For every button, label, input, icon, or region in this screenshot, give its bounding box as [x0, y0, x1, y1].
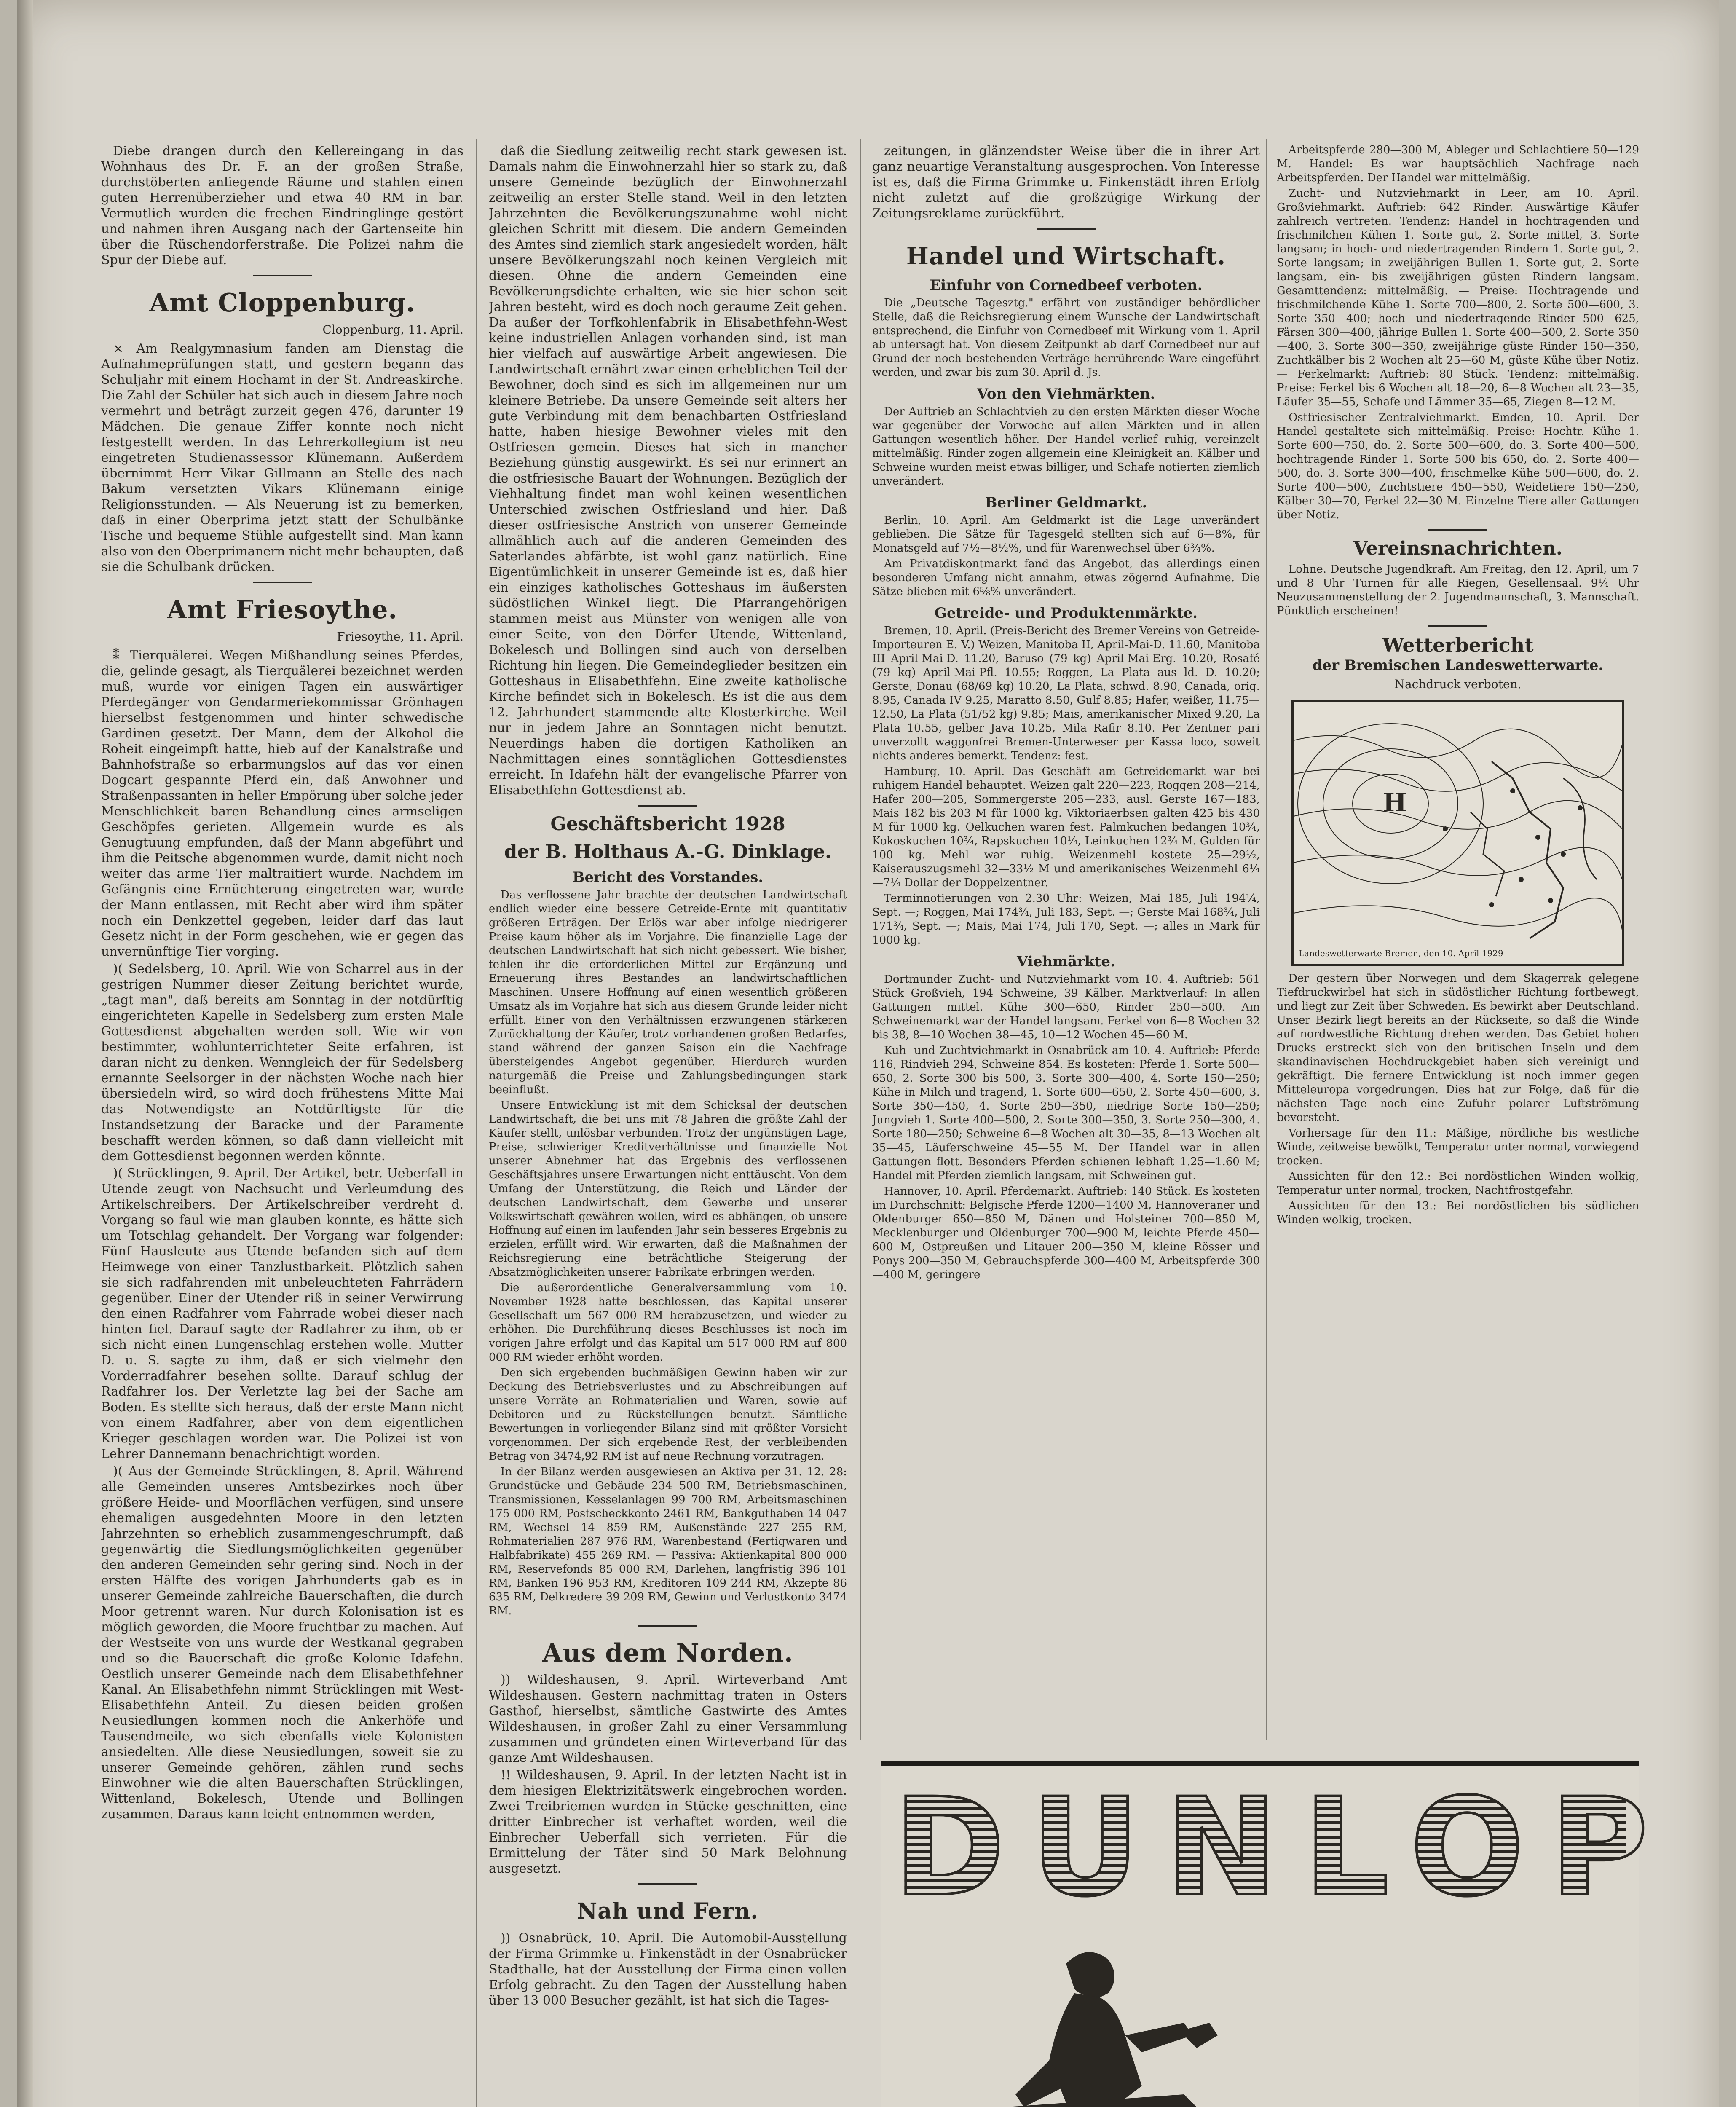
article-text: ⁑ Tierquälerei. Wegen Mißhandlung seines Pferdes, die, gelinde gesagt, als Tierquälerei bezeichnet werden muß, wurde vor einigen Tagen ein auswärtiger Pferdegänger von Gendarmeriekommissar Grönhagen hierselbst festgenommen und hinter schwedische Gardinen gesetzt. Der Mann, dem der Alkohol die Roheit eingeimpft hatte, hieb auf der Kanalstraße und Bahnhofstraße so erbarmungslos auf das vor einen Dogcart gespannte Pferd ein, daß Anwohner und Straßenpassanten in heller Empörung über solche jeder Menschlichkeit baren Behandlung eines armseligen Geschöpfes gerieten. Allgemein wurde es als Genugtuung empfunden, daß der Mann abgeführt und ihm die Peitsche abgenommen wurde, damit nicht noch weiter das arme Tier maltraitiert wurde. Nachdem im Gefängnis eine Ernüchterung eingetreten war, wurde der Mann entlassen, mit Recht aber wird ihm später noch ein Denkzettel gegeben, leider darf das laut Gesetz nicht in der Form geschehen, wie er gegen das unvernünftige Tier vorging.	[101, 648, 463, 959]
article-text: × Am Realgymnasium fanden am Dienstag die Aufnahmeprüfungen statt, und gestern begann das Schuljahr mit einem Hochamt in der St. Andreaskirche. Die Zahl der Schüler hat sich auch in diesem Jahre noch vermehrt und beträgt zurzeit gegen 476, darunter 19 Mädchen. Die genaue Ziffer konnte noch nicht festgestellt werden. In das Lehrerkollegium ist neu eingetreten Studienassessor Klünemann. Außerdem übernimmt Herr Vikar Gillmann an Stelle des nach Bakum versetzten Vikars Klünemann einige Religionsstunden. — Als Neuerung ist zu bemerken, daß in einer Oberprima jetzt statt der Schulbänke Tische und bequeme Stühle aufgestellt sind. Man kann also von den Oberprimanern nicht mehr behaupten, daß sie die Schulbank drücken.	[101, 341, 463, 574]
column-2	[489, 143, 847, 2107]
article-text: Den sich ergebenden buchmäßigen Gewinn haben wir zur Deckung des Betriebsverlustes und zu Abschreibungen auf unsere Vorräte an Rohmaterialien und Waren, sowie auf Debitoren und zu Rückstellungen benutzt. Sämtliche Bewertungen in vorliegender Bilanz sind mit größter Vorsicht vorgenommen. Der sich ergebende Rest, der verbleibenden Betrag von 3474,92 RM ist auf neue Rechnung vorzutragen.	[489, 1367, 847, 1463]
weather-subheading: der Bremischen Landeswetterwarte.	[1312, 657, 1604, 674]
dateline: Friesoythe, 11. April.	[337, 630, 463, 643]
report-heading-company: der B. Holthaus A.-G. Dinklage.	[504, 841, 832, 863]
article-text: !! Wildeshausen, 9. April. In der letzten Nacht ist in dem hiesigen Elektrizitätswerk eingebrochen worden. Zwei Treibriemen wurden in Stücke geschnitten, eine dritter Einbrecher ist verhaftet worden, weil die Einbrecher Ueberfall sich verrieten. Für die Ermittelung der Täter sind 50 Mark Belohnung ausgesetzt.	[489, 1768, 847, 1876]
article-text: Arbeitspferde 280—300 M, Ableger und Schlachtiere 50—129 M. Handel: Es war hauptsächlich Nachfrage nach Arbeitspferden. Der Handel war mittelmäßig.	[1277, 144, 1639, 184]
article-text: Berlin, 10. April. Am Geldmarkt ist die Lage unverändert geblieben. Die Sätze für Tagesgeld stellten sich auf 6—8%, für Monatsgeld auf 7½—8½%, und für Warenwechsel über 6¾%.	[872, 514, 1260, 555]
article-text: Die außerordentliche Generalversammlung vom 10. November 1928 hatte beschlossen, das Kapital unserer Gesellschaft um 567 000 RM herabzusetzen, und wieder zu erhöhen. Die Durchführung dieses Beschlusses ist noch im vorigen Jahre erfolgt und das Kapital um 517 000 RM auf 800 000 RM wieder erhöht worden.	[489, 1281, 847, 1364]
divider	[638, 1883, 697, 1885]
map-caption: Landeswetterwarte Bremen, den 10. April 1929	[1299, 948, 1503, 958]
divider	[253, 582, 312, 583]
dateline: Cloppenburg, 11. April.	[322, 323, 463, 337]
section-heading-handel: Handel und Wirtschaft.	[906, 242, 1226, 270]
subheading: Berliner Geldmarkt.	[985, 494, 1147, 511]
article-text: Hannover, 10. April. Pferdemarkt. Auftrieb: 140 Stück. Es kosteten im Durchschnitt: Belgische Pferde 1200—1400 M, Hannoveraner und Oldenburger 650—850 M, Dänen und Holsteiner 700—850 M, Mecklenburger und Oldenburger 700—900 M, leichte Pferde 450—600 M, Ostpreußen und Litauer 200—350 M, kleine Rösser und Ponys 200—350 M, Gebrauchspferde 300—400 M, Arbeitspferde 300—400 M, geringere	[872, 1185, 1260, 1281]
weather-outlook: Aussichten für den 13.: Bei nordöstlichen bis südlichen Winden wolkig, trocken.	[1277, 1200, 1639, 1226]
reprint-note: Nachdruck verboten.	[1394, 677, 1522, 691]
subheading: Getreide- und Produktenmärkte.	[934, 605, 1198, 622]
article-text: Zucht- und Nutzviehmarkt in Leer, am 10. April. Großviehmarkt. Auftrieb: 642 Rinder. Auswärtige Käufer zahlreich vertreten. Tendenz: Handel in hochtragenden und frischmilchen Kühen 1. Sorte gut, 2. Sorte mittel, 3. Sorte langsam; in hoch- und niedertragenden Rindern 1. Sorte gut, 2. Sorte langsam; in zweijährigen Bullen 1. Sorte gut, 2. Sorte langsam, ein- bis zweijährigen güsten Rindern langsam. Gesamttendenz: mittelmäßig. — Preise: Hochtragende und frischmilchende Kühe 1. Sorte 700—800, 2. Sorte 500—600, 3. Sorte 350—400; hoch- und niedertragende Rinder 500—625, Färsen 300—400, jährige Bullen 1. Sorte 400—500, 2. Sorte 350—400, 3. Sorte 300—350, zweijährige güste Rinder 150—350, Zuchtkälber bis 2 Wochen alt 25—60 M, güste Kühe über Notiz. — Ferkelmarkt: Auftrieb: 80 Stück. Tendenz: mittelmäßig. Preise: Ferkel bis 6 Wochen alt 18—20, 6—8 Wochen alt 23—35, Läufer 35—55, Schafe und Lämmer 35—65, Ziegen 8—12 M.	[1277, 187, 1639, 408]
column-4	[1277, 143, 1639, 1669]
section-heading-cloppenburg: Amt Cloppenburg.	[149, 288, 415, 318]
section-heading-norden: Aus dem Norden.	[542, 1638, 793, 1668]
article-text: Kuh- und Zuchtviehmarkt in Osnabrück am 10. 4. Auftrieb: Pferde 116, Rindvieh 294, Schweine 854. Es kosteten: Pferde 1. Sorte 500—650, 2. Sorte 300 bis 500, 3. Sorte 300—400, 4. Sorte 150—250; Kühe in Milch und tragend, 1. Sorte 600—650, 2. Sorte 450—600, 3. Sorte 350—450, 4. Sorte 250—350, niedrige Sorte 150—250; Jungvieh 1. Sorte 400—500, 2. Sorte 300—350, 3. Sorte 250—300, 4. Sorte 180—250; Schweine 6—8 Wochen alt 30—35, 8—13 Wochen alt 35—45, Läuferschweine 45—55 M. Der Handel war in allen Gattungen flott. Besonders Pferden schienen lebhaft 1.25—1.60 M; Handel mit Pferden ziemlich langsam, mit Schweinen gut.	[872, 1044, 1260, 1182]
dunlop-logo: DUNLOP	[893, 1769, 1674, 1926]
weather-map	[1291, 700, 1624, 966]
divider	[253, 275, 312, 276]
weather-text: Der gestern über Norwegen und dem Skagerrak gelegene Tiefdruckwirbel hat sich in südöstlicher Richtung fortbewegt, und liegt zur Zeit über Schweden. Es bewirkt aber Deutschland. Unser Bezirk liegt bereits an der Rückseite, so daß die Winde auf nordwestliche Richtung drehen werden. Das Gebiet hohen Drucks erstreckt sich von den britischen Inseln und dem skandinavischen Hochdruckgebiet haben sich vereinigt und gekräftigt. Die fernere Entwicklung ist noch immer gegen Mitteleuropa vorgedrungen. Dies hat zur Folge, daß für die nächsten Tage noch eine Zufuhr polarer Luftströmung bevorsteht.	[1277, 972, 1639, 1124]
column-rule-1	[476, 139, 477, 2107]
article-text: Dortmunder Zucht- und Nutzviehmarkt vom 10. 4. Auftrieb: 561 Stück Großvieh, 194 Schweine, 39 Kälber. Marktverlauf: In allen Gattungen mittel. Kühe 300—650, Rinder 250—500. Am Schweinemarkt war der Handel langsam. Ferkel von 6—8 Wochen 32 bis 38, 8—10 Wochen 38—45, 10—12 Wochen 45—60 M.	[872, 973, 1260, 1041]
newspaper-page	[17, 0, 1719, 2107]
article-text: )( Strücklingen, 9. April. Der Artikel, betr. Ueberfall in Utende zeugt von Nachsucht und Verleumdung des Artikelschreibers. Der Artikelschreiber verdreht d. Vorgang so faul wie man glauben konnte, es hätte sich um Totschlag gehandelt. Der Vorgang war folgender: Fünf Hausleute aus Utende befanden sich auf dem Heimwege von einer Tanzlustbarkeit. Plötzlich sahen sie sich radfahrenden mit unbeleuchteten Fahrrädern gegenüber. Einer der Utender riß in seiner Verwirrung den einen Radfahrer vom Fahrrade wobei dieser nach hinten fiel. Darauf sagte der Radfahrer zu ihm, ob er sich nicht einen Lungenschlag erstehen wolle. Mutter D. u. S. sagte zu ihm, daß er sich vielmehr den Vorderradfahrer besehen sollte. Darauf schlug der Radfahrer los. Der Verletzte lag bei der Sache am Boden. Es stellte sich heraus, daß der erste Mann nicht von einem Radfahrer, aber von dem eigentlichen Krieger geschlagen worden war. Die Polizei ist von Lehrer Dannemann benachrichtigt worden.	[101, 1166, 463, 1461]
section-heading-wetter: Wetterbericht	[1382, 634, 1534, 657]
article-text: )( Sedelsberg, 10. April. Wie von Scharrel aus in der gestrigen Nummer dieser Zeitung berichtet wurde, „tagt man", daß bereits am Sonntag in der notdürftig eingerichteten Kapelle in Sedelsberg zum ersten Male Gottesdienst abgehalten werden soll. Wie wir von bestimmter, wohlunterrichteter Seite erfahren, ist daran nicht zu denken. Wenngleich der für Sedelsberg ernannte Seelsorger in der nächsten Woche nach hier übersiedeln wird, so wird doch frühestens Mitte Mai das Notwendigste an Notdürftigste für die Instandsetzung der Baracke und der Paramente beschafft werden können, so daß dann vielleicht mit dem Gottesdienst begonnen werden könnte.	[101, 962, 463, 1163]
article-text: Lohne. Deutsche Jugendkraft. Am Freitag, den 12. April, um 7 und 8 Uhr Turnen für alle Riegen, Gesellensaal. 9¼ Uhr Neuzusammenstellung der 2. Jugendmannschaft, 3. Mannschaft. Pünktlich erscheinen!	[1277, 563, 1639, 617]
article-text: Ostfriesischer Zentralviehmarkt. Emden, 10. April. Der Handel gestaltete sich mittelmäßig. Preise: Hochtr. Kühe 1. Sorte 600—750, do. 2. Sorte 500—600, do. 3. Sorte 400—500, hochtragende Rinder 1. Sorte 500 bis 650, do. 2. Sorte 400—500, do. 3. Sorte 300—400, frischmelke Kühe 500—600, do. 2. Sorte 400—500, Zuchtstiere 450—550, Weidetiere 150—250, Kälber 30—70, Ferkel 22—30 M. Einzelne Tiere aller Gattungen über Notiz.	[1277, 411, 1639, 521]
report-subheading: Bericht des Vorstandes.	[572, 869, 764, 886]
column-rule-3	[1266, 139, 1267, 1740]
dunlop-advertisement	[881, 1761, 1674, 2107]
weather-map-drawing	[1294, 702, 1622, 964]
article-text: daß die Siedlung zeitweilig recht stark gewesen ist. Damals nahm die Einwohnerzahl hier so stark zu, daß unsere Gemeinde bezüglich der Einwohnerzahl zeitweilig an erster Stelle stand. Weil in den letzten Jahrzehnten die Bevölkerungszunahme wohl nicht gleichen Schritt mit diesem. Die andern Gemeinden des Amtes sind ziemlich stark angesiedelt worden, hält unsere Bevölkerungszahl noch keinen Vergleich mit diesen. Ohne die andern Gemeinden eine Bevölkerungsdichte erhalten, wie sie hier schon seit Jahren besteht, wird es doch noch geraume Zeit gehen. Da außer der Torfkohlenfabrik in Elisabethfehn-West keine industriellen Anlagen vorhanden sind, ist man hier vielfach auf auswärtige Arbeit angewiesen. Die Landwirtschaft ernährt zwar einen erheblichen Teil der Bewohner, doch sind es sich im allgemeinen nur um kleinere Betriebe. Da unsere Gemeinde seit alters her gute Verbindung mit dem benachbarten Ostfriesland hatte, haben hiesige Bewohner vieles mit den Ostfriesen gemein. Dieses hat sich in mancher Beziehung günstig ausgewirkt. Es sei nur erinnert an die ostfriesische Bauart der Wohnungen. Bezüglich der Viehhaltung findet man wohl keinen wesentlichen Unterschied zwischen Ostfriesland und hier. Daß dieser ostfriesische Anstrich von unserer Gemeinde allmählich auch auf die anderen Gemeinden des Saterlandes abfärbte, ist wohl ganz natürlich. Eine Eigentümlichkeit in unserer Gemeinde ist es, daß hier ein einziges katholisches Gotteshaus im äußersten südöstlichen Winkel liegt. Die Pfarrangehörigen stammen meist aus Münster von wenigen alle von einer Seite, von den Dörfer Utende, Wittenland, Bokelesch und Bollingen sind auch von derselben Richtung hin liegen. Die Gemeindeglieder besitzen ein Gotteshaus in Elisabethfehn. Eine zweite katholische Kirche befindet sich in Bokelesch. Es ist die aus dem 12. Jahrhundert stammende alte Klosterkirche. Weil nur in jedem Jahre an Sonntagen nicht benutzt. Neuerdings haben die dortigen Katholiken an Nachmittagen eines sonntäglichen Gottesdienstes erreicht. In Idafehn hält der evangelische Pfarrer von Elisabethfehn Gottesdienst ab.	[489, 144, 847, 798]
balance-sheet-text: In der Bilanz werden ausgewiesen an Aktiva per 31. 12. 28: Grundstücke und Gebäude 234 500 RM, Betriebsmaschinen, Transmissionen, Kesselanlagen 99 700 RM, Arbeitsmaschinen 175 000 RM, Postscheckkonto 2461 RM, Bankguthaben 14 047 RM, Wechsel 14 859 RM, Außenstände 227 255 RM, Rohmaterialien 287 976 RM, Warenbestand (Fertigwaren und Halbfabrikate) 455 269 RM. — Passiva: Aktienkapital 800 000 RM, Reservefonds 85 000 RM, Darlehen, langfristig 396 101 RM, Banken 196 953 RM, Kreditoren 109 244 RM, Akzepte 86 635 RM, Delkredere 39 209 RM, Gewinn und Verlustkonto 3474 RM.	[489, 1466, 847, 1617]
article-text: Diebe drangen durch den Kellereingang in das Wohnhaus des Dr. F. an der großen Straße, durchstöberten anliegende Räume und stahlen einen guten Herrenüberzieher und etwa 40 RM in bar. Vermutlich wurden die frechen Eindringlinge gestört und nahmen ihren Ausgang nach der Gartenseite hin über die Rüschendorferstraße. Die Polizei nahm die Spur der Diebe auf.	[101, 144, 463, 268]
page-fold-shadow	[17, 0, 33, 2107]
column-1	[101, 143, 463, 2107]
article-text: )( Aus der Gemeinde Strücklingen, 8. April. Während alle Gemeinden unseres Amtsbezirkes noch über größere Heide- und Moorflächen verfügen, sind unsere ehemaligen ausgedehnten Moore in den letzten Jahrzehnten so erheblich zusammengeschrumpft, daß gegenwärtig die Siedlungsmöglichkeiten gegenüber den anderen Gemeinden sehr gering sind. Noch in der ersten Hälfte des vorigen Jahrhunderts gab es in unserer Gemeinde zahlreiche Bauerschaften, die durch Moor getrennt waren. Nur durch Kolonisation ist es möglich geworden, die Moore fruchtbar zu machen. Auf der Westseite von uns wurde der Westkanal gegraben und so die Bauerschaft die große Kolonie Idafehn. Oestlich unserer Gemeinde nach dem Elisabethfehner Kanal. An Elisabethfehn nimmt Strücklingen mit West-Elisabethfehn Anteil. Zu diesen beiden großen Neusiedlungen kommen noch die Ankerhöfe und Tausendmeile, wo sich ebenfalls viele Kolonisten ansiedelten. Alle diese Neusiedlungen, soweit sie zu unserer Gemeinde gehören, zählen rund sechs Einwohner wie die alten Bauerschaften Strücklingen, Wittenland, Bokelesch, Utende und Bollingen zusammen. Daraus kann leicht entnommen werden,	[101, 1464, 463, 1822]
article-text: Am Privatdiskontmarkt fand das Angebot, das allerdings einen besonderen Umfang nicht annahm, etwas zögernd Aufnahme. Die Sätze blieben mit 6⅝% unverändert.	[872, 558, 1260, 598]
divider	[1428, 625, 1487, 627]
weather-forecast: Vorhersage für den 11.: Mäßige, nördliche bis westliche Winde, zeitweise bewölkt, Temperatur unter normal, vorwiegend trocken.	[1277, 1127, 1639, 1167]
divider	[1037, 228, 1096, 230]
divider	[638, 805, 697, 807]
article-text: )) Osnabrück, 10. April. Die Automobil-Ausstellung der Firma Grimmke u. Finkenstädt in der Osnabrücker Stadthalle, hat der Ausstellung der Firma einen vollen Erfolg gebracht. Zu den Tagen der Ausstellung haben über 13 000 Besucher gezählt, ist hat sich die Tages-	[489, 1931, 847, 2008]
article-text: Die „Deutsche Tagesztg." erfährt von zuständiger behördlicher Stelle, daß die Reichsregierung einem Wunsche der Landwirtschaft entsprechend, die Einfuhr von Cornedbeef mit Wirkung vom 1. April ab untersagt hat. Von diesem Zeitpunkt ab darf Cornedbeef nur auf Grund der noch bestehenden Verträge herrührende Ware eingeführt werden, und zwar bis zum 30. April d. Js.	[872, 297, 1260, 379]
divider	[638, 1625, 697, 1627]
article-text: )) Wildeshausen, 9. April. Wirteverband Amt Wildeshausen. Gestern nachmittag traten in Osters Gasthof, hierselbst, sämtliche Gastwirte des Amtes Wildeshausen, in großer Zahl zu einer Versammlung zusammen und gründeten einen Wirteverband für das ganze Amt Wildeshausen.	[489, 1673, 847, 1765]
column-3	[872, 143, 1260, 1736]
column-rule-2	[860, 139, 861, 1740]
article-text: Bremen, 10. April. (Preis-Bericht des Bremer Vereins von Getreide-Importeuren E. V.) Weizen, Manitoba II, April-Mai-D. 11.60, Manitoba III April-Mai-D. 11.20, Baruso (79 kg) April-Mai-Erg. 10.20, Rosafé (79 kg) April-Mai-Pfl. 10.55; Roggen, La Plata aus ld. D. 10.20; Gerste, Donau (68/69 kg) 10.20, La Plata, schwd. 8.90, Canada, orig. 8.95, Canada IV 9.25, Maratto 8.50, Gulf 8.85; Hafer, weißer, 11.75—12.50, La Plata (51/52 kg) 9.85; Mais, amerikanischer Mixed 9.20, La Plata 10.55, gelber Java 10.25, Mila Rafir 8.10. Per Zentner pari unverzollt waggonfrei Bremen-Unterweser per Kassa loco, soweit nichts anderes bemerkt. Tendenz: fest.	[872, 625, 1260, 762]
article-text: Terminnotierungen von 2.30 Uhr: Weizen, Mai 185, Juli 194¼, Sept. —; Roggen, Mai 174¾, Juli 183, Sept. —; Gerste Mai 168¾, Juli 171¾, Sept. —; Mais, Mai 174, Juli 170, Sept. —; alles in Mark für 1000 kg.	[872, 892, 1260, 946]
section-heading-nahfern: Nah und Fern.	[577, 1898, 759, 1924]
section-heading-verein: Vereinsnachrichten.	[1353, 538, 1563, 559]
article-text: Der Auftrieb an Schlachtvieh zu den ersten Märkten dieser Woche war gegenüber der Vorwoche auf allen Märkten und in allen Gattungen wesentlich höher. Der Handel verlief ruhig, vereinzelt mittelmäßig. Rinder zogen allgemein eine Kleinigkeit an. Kälber und Schweine wurden meist etwas billiger, und Schafe notierten ziemlich unverändert.	[872, 405, 1260, 488]
subheading: Viehmärkte.	[1017, 953, 1115, 970]
motorcycle-illustration	[889, 1926, 1395, 2107]
article-text: Hamburg, 10. April. Das Geschäft am Getreidemarkt war bei ruhigem Handel behauptet. Weizen galt 220—223, Roggen 208—214, Hafer 200—205, Sommergerste 205—233, ausl. Gerste 167—183, Mais 182 bis 203 M für 1000 kg. Viktoriaerbsen galten 425 bis 430 M für 1000 kg. Oelkuchen waren fest. Palmkuchen bedangen 10¾, Kokoskuchen 10¾, Rapskuchen 10¼, Leinkuchen 12¾ M. Gulden für 100 kg. Mehl war ruhig. Weizenmehl kostete 25—29½, Kaiserauszugsmehl 32—33½ M und amerikanisches Weizenmehl 6¼—7¼ Dollar der Doppelzentner.	[872, 765, 1260, 889]
subheading: Von den Viehmärkten.	[977, 386, 1155, 402]
svg-text:H: H	[1383, 788, 1407, 818]
subheading: Einfuhr von Cornedbeef verboten.	[930, 277, 1203, 294]
report-heading: Geschäftsbericht 1928	[550, 813, 785, 835]
divider	[1428, 529, 1487, 531]
weather-outlook: Aussichten für den 12.: Bei nordöstlichen Winden wolkig, Temperatur unter normal, trocken, Nachtfrostgefahr.	[1277, 1170, 1639, 1197]
article-text: Unsere Entwicklung ist mit dem Schicksal der deutschen Landwirtschaft, die bei uns mit 78 Jahren die größte Zahl der Käufer stellt, unlösbar verbunden. Trotz der ungünstigen Lage, Preise, schwieriger Kreditverhältnisse und finanzielle Not unserer Abnehmer hat das Ergebnis des verflossenen Geschäftsjahres unsere Erwartungen nicht enttäuscht. Von dem Umfang der Unterstützung, die Reich und Länder der deutschen Landwirtschaft, dem Gewerbe und unserer Volkswirtschaft gewähren wollen, wird es abhängen, ob unsere Hoffnung auf einen im laufenden Jahr sein besseres Ergebnis zu erzielen, erfüllt wird. Wir erwarten, daß die Maßnahmen der Reichsregierung eine beträchtliche Steigerung der Absatzmöglichkeiten unserer Fabrikate erbringen werden.	[489, 1099, 847, 1279]
article-text: zeitungen, in glänzendster Weise über die in ihrer Art ganz neuartige Veranstaltung ausgesprochen. Von Interesse ist es, daß die Firma Grimmke u. Finkenstädt ihren Erfolg nicht zuletzt auf die großzügige Wirkung der Zeitungsreklame zurückführt.	[872, 144, 1260, 221]
article-text: Das verflossene Jahr brachte der deutschen Landwirtschaft endlich wieder eine bessere Getreide-Ernte mit quantitativ größeren Erträgen. Der Erlös war aber infolge niedrigerer Preise kaum höher als im Vorjahre. Die finanzielle Lage der deutschen Landwirtschaft hat sich nicht gebessert. Wie bisher, fehlen ihr die erforderlichen Mittel zur Ergänzung und Erneuerung ihres Bestandes an landwirtschaftlichen Maschinen. Unsere Hoffnung auf einen wesentlich größeren Umsatz als im Vorjahre hat sich aus diesem Grunde leider nicht erfüllt. Einer von den Verhältnissen erzwungenen stärkeren Zurückhaltung der Käufer, trotz vorhandenen großen Bedarfes, stand während der ganzen Saison ein die Nachfrage übersteigendes Angebot gegenüber. Hierdurch wurden naturgemäß die Preise und Zahlungsbedingungen stark beeinflußt.	[489, 889, 847, 1096]
section-heading-friesoythe: Amt Friesoythe.	[167, 595, 398, 625]
